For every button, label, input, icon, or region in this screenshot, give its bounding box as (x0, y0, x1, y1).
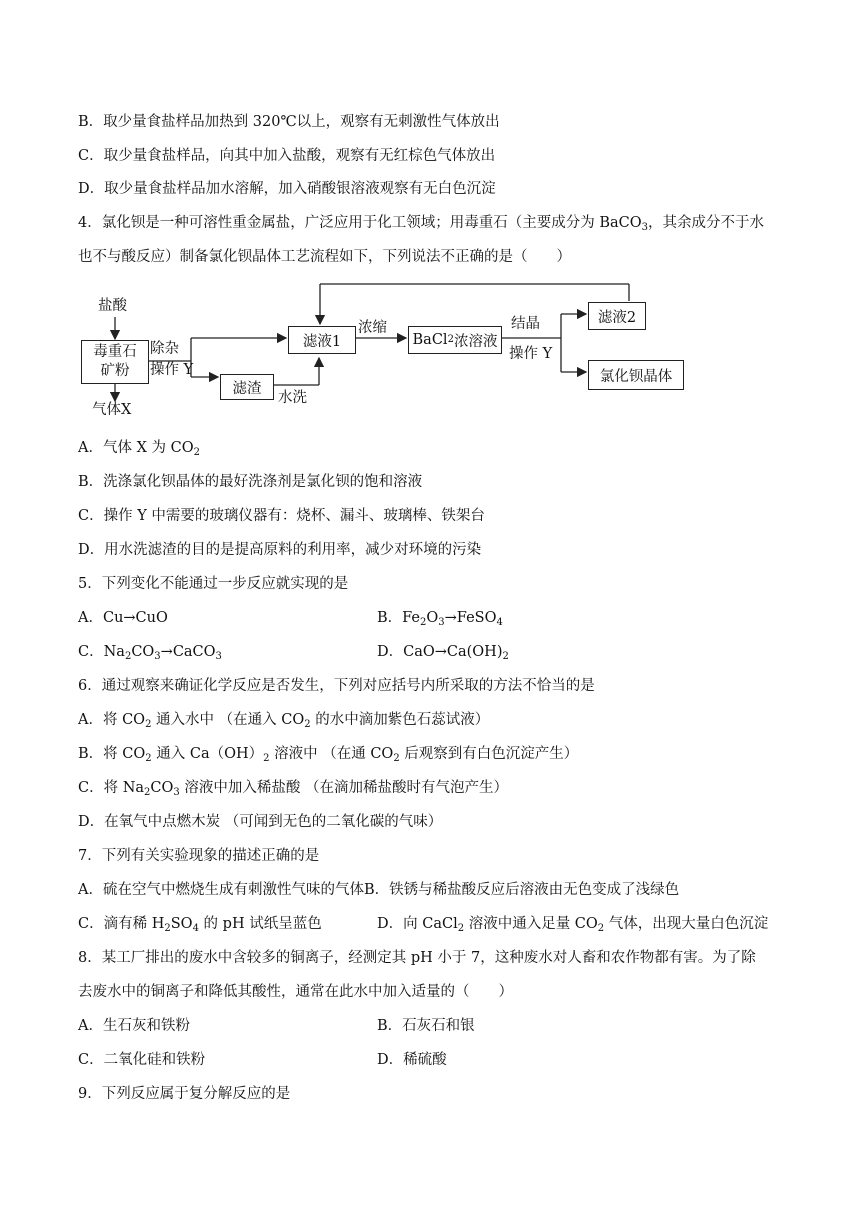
text-run: B．石灰石和银 (377, 1018, 475, 1034)
filtrate2-box: 滤液2 (588, 302, 646, 330)
subscript: 2 (145, 719, 152, 730)
option-right (377, 1016, 475, 1036)
text-line-q4od (78, 540, 481, 560)
text-line-q8b (78, 982, 513, 1002)
text-line-q3c (78, 146, 495, 166)
text-line-q3b (78, 112, 500, 132)
text-run: C．滴有稀 H (78, 916, 165, 932)
ore-box (81, 340, 149, 384)
residue-box: 滤渣 (220, 374, 274, 400)
text-run: CO (131, 644, 155, 660)
text-line-q8a (78, 948, 756, 968)
text-run: 4．氯化钡是一种可溶性重金属盐，广泛应用于化工领域；用毒重石（主要成分为 BaCO (78, 215, 642, 231)
text-line-q9 (78, 1084, 290, 1104)
option-row-q5r2 (78, 642, 798, 662)
text-run: 通入水中 （在通入 CO (151, 712, 305, 728)
text-run: 溶液中 （在通 CO (269, 746, 394, 762)
option-left (78, 644, 222, 660)
text-run: CO (150, 780, 174, 796)
text-run: A．将 CO (78, 712, 146, 728)
text-run: A．硫在空气中燃烧生成有刺激性气味的气体B．铁锈与稀盐酸反应后溶液由无色变成了浅绿色 (78, 882, 680, 898)
text-run: →FeSO (444, 610, 497, 626)
subscript: 4 (192, 923, 199, 934)
option-row-q5r1 (78, 608, 798, 628)
subscript: 2 (193, 447, 200, 458)
process-flow-diagram (78, 283, 718, 423)
text-line-q6b (78, 744, 578, 764)
text-line-q6c (78, 778, 508, 798)
text-run: D．稀硫酸 (377, 1052, 447, 1068)
option-right (377, 1050, 447, 1070)
subscript: 2 (597, 923, 605, 934)
subscript: 2 (393, 753, 400, 764)
text-run: D．在氧气中点燃木炭 （可闻到无色的二氧化碳的气味） (78, 814, 443, 830)
option-row-q8r2 (78, 1050, 798, 1070)
text-run: ，其余成分不于水 (648, 215, 764, 231)
option-right (377, 608, 503, 628)
option-right (377, 914, 768, 934)
text-run: B．洗涤氯化钡晶体的最好洗涤剂是氯化钡的饱和溶液 (78, 474, 423, 490)
text-line-q3d (78, 179, 496, 199)
text-run: C．Na (78, 644, 125, 660)
text-run: D．CaO→Ca(OH) (377, 644, 503, 660)
text-run: C．取少量食盐样品，向其中加入盐酸，观察有无红棕色气体放出 (78, 148, 496, 164)
text-run: 去废水中的铜离子和降低其酸性，通常在此水中加入适量的（ ） (78, 984, 513, 1000)
subscript: 2 (420, 617, 427, 628)
subscript: 2 (144, 787, 151, 798)
text-line-q4ob (78, 472, 422, 492)
subscript: 3 (641, 222, 648, 233)
text-line-q4oc (78, 506, 485, 526)
text-line-q5 (78, 574, 348, 594)
text-run: D．用水洗滤渣的目的是提高原料的利用率，减少对环境的污染 (78, 542, 482, 558)
text-run: B．取少量食盐样品加热到 320℃以上，观察有无刺激性气体放出 (78, 114, 500, 130)
text-run: O (426, 610, 439, 626)
crystallize-label-line1: 结晶 (511, 316, 540, 332)
option-left (78, 916, 322, 932)
text-run: A．气体 X 为 CO (78, 440, 194, 456)
text-line-q7 (78, 846, 319, 866)
option-row-q7r2 (78, 914, 798, 934)
option-right (377, 642, 509, 662)
text-run: 8．某工厂排出的废水中含较多的铜离子，经测定其 pH 小于 7，这种废水对人畜和农作物都有害。为了除 (78, 950, 756, 966)
option-left (78, 1052, 205, 1068)
hcl-label: 盐酸 (98, 298, 127, 314)
text-line-q4a (78, 213, 764, 233)
barium-chloride-crystal-box: 氯化钡晶体 (588, 360, 684, 390)
text-run: D．向 CaCl (377, 916, 458, 932)
crystallize-label-line2: 操作 Y (509, 346, 553, 362)
text-run: 后观察到有白色沉淀产生） (399, 746, 579, 762)
gas-x-label: 气体X (92, 402, 132, 418)
subscript: 3 (215, 651, 222, 662)
text-run: C．二氧化硅和铁粉 (78, 1052, 206, 1068)
option-left (78, 1018, 190, 1034)
option-row-q8r1 (78, 1016, 798, 1036)
subscript: 2 (263, 753, 270, 764)
text-run: A．生石灰和铁粉 (78, 1018, 190, 1034)
text-run: →CaCO (160, 644, 216, 660)
text-run: A．Cu→CuO (78, 610, 168, 626)
text-run: 通入 Ca（OH） (151, 746, 264, 762)
bacl2-tail: 浓溶液 (453, 333, 498, 350)
text-run: 溶液中加入稀盐酸 （在滴加稀盐酸时有气泡产生） (179, 780, 508, 796)
subscript: 4 (496, 617, 503, 628)
text-run: 也不与酸反应）制备氯化钡晶体工艺流程如下，下列说法不正确的是（ ） (78, 249, 571, 265)
text-run: 的 pH 试纸呈蓝色 (198, 916, 322, 932)
text-line-q6d (78, 812, 442, 832)
wash-label: 水洗 (278, 390, 307, 406)
ore-label-line1: 毒重石 (93, 344, 137, 360)
subscript: 3 (173, 787, 180, 798)
filtrate1-box: 滤液1 (288, 326, 356, 354)
text-run: 6．通过观察来确证化学反应是否发生，下列对应括号内所采取的方法不恰当的是 (78, 678, 595, 694)
text-run: 溶液中通入足量 CO (464, 916, 598, 932)
text-run: 7．下列有关实验现象的描述正确的是 (78, 848, 320, 864)
bacl2-formula: BaCl (412, 332, 448, 348)
subscript: 2 (124, 651, 132, 662)
ore-label-line2: 矿粉 (100, 363, 130, 379)
text-line-q6 (78, 676, 595, 696)
bacl2-box: BaCl 2 浓溶液 (408, 326, 502, 354)
subscript: 3 (154, 651, 161, 662)
text-line-q6a (78, 710, 489, 730)
op1-label-line2: 操作 Y (150, 362, 194, 378)
text-line-q4b (78, 247, 571, 267)
text-run: C．操作 Y 中需要的玻璃仪器有：烧杯、漏斗、玻璃棒、铁架台 (78, 508, 485, 524)
text-run: 气体，出现大量白色沉淀 (604, 916, 769, 932)
concentrate-label: 浓缩 (358, 320, 387, 336)
option-left (78, 610, 168, 626)
subscript: 2 (457, 923, 465, 934)
subscript: 2 (164, 923, 171, 934)
subscript: 2 (502, 651, 509, 662)
text-run: C．将 Na (78, 780, 145, 796)
text-run: SO (170, 916, 193, 932)
text-run: B．将 CO (78, 746, 146, 762)
text-run: B．Fe (377, 610, 421, 626)
op1-label-line1: 除杂 (150, 341, 179, 357)
text-run: 9．下列反应属于复分解反应的是 (78, 1086, 291, 1102)
text-run: 的水中滴加紫色石蕊试液） (310, 712, 490, 728)
subscript: 3 (438, 617, 445, 628)
subscript: 2 (304, 719, 311, 730)
subscript: 2 (145, 753, 152, 764)
text-line-q4oa (78, 438, 200, 458)
text-run: 5．下列变化不能通过一步反应就实现的是 (78, 576, 349, 592)
text-run: D．取少量食盐样品加水溶解，加入硝酸银溶液观察有无白色沉淀 (78, 181, 496, 197)
text-line-q7ab (78, 880, 679, 900)
